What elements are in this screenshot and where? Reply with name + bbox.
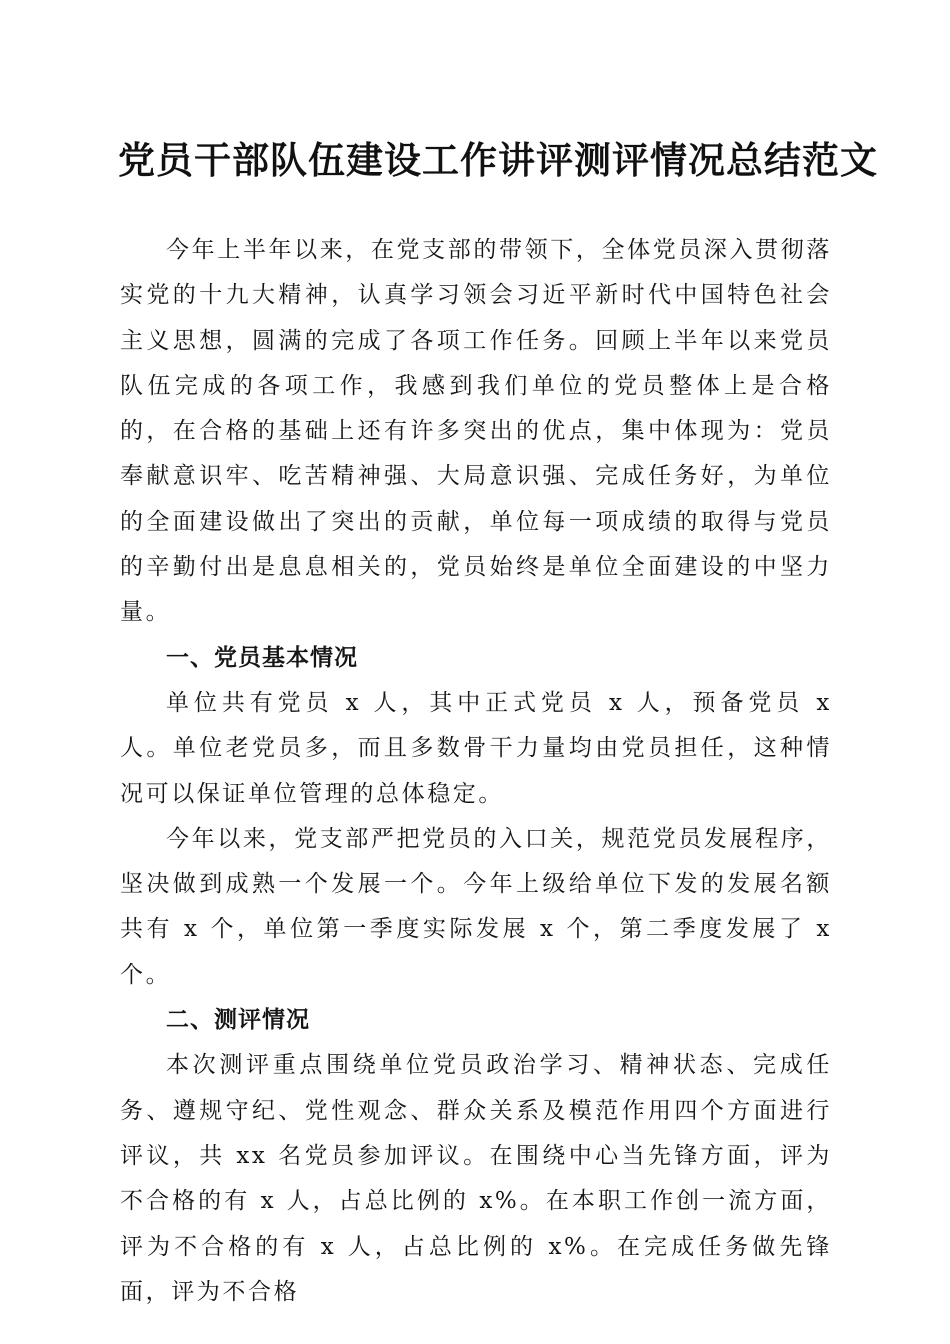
section-heading-basic-info: 一、党员基本情况	[166, 644, 358, 671]
section-heading-evaluation: 二、测评情况	[166, 1007, 310, 1034]
document-body	[120, 228, 832, 1315]
evaluation-paragraph-1: 本次测评重点围绕单位党员政治学习、精神状态、完成任务、遵规守纪、党性观念、群众关系及模范作用四个方面进行评议，共 xx 名党员参加评议。在围绕中心当先锋方面，评为不合格的有 x 人，占总比例的 x%。在本职工作创一流方面，评为不合格的有 x 人，占总比例的 x%。在完成任务做先锋面，评为不合格	[120, 1052, 832, 1305]
intro-paragraph: 今年上半年以来，在党支部的带领下，全体党员深入贯彻落实党的十九大精神，认真学习领会习近平新时代中国特色社会主义思想，圆满的完成了各项工作任务。回顾上半年以来党员队伍完成的各项工作，我感到我们单位的党员整体上是合格的，在合格的基础上还有许多突出的优点，集中体现为：党员奉献意识牢、吃苦精神强、大局意识强、完成任务好，为单位的全面建设做出了突出的贡献，单位每一项成绩的取得与党员的辛勤付出是息息相关的，党员始终是单位全面建设的中坚力量。	[120, 237, 832, 626]
basic-info-paragraph-2: 今年以来，党支部严把党员的入口关，规范党员发展程序，坚决做到成熟一个发展一个。今年上级给单位下发的发展名额共有 x 个，单位第一季度实际发展 x 个，第二季度发展了 x 个。	[120, 825, 832, 988]
document-title: 党员干部队伍建设工作讲评测评情况总结范文	[118, 138, 878, 182]
basic-info-paragraph-1: 单位共有党员 x 人，其中正式党员 x 人，预备党员 x 人。单位老党员多，而且多数骨干力量均由党员担任，这种情况可以保证单位管理的总体稳定。	[120, 689, 832, 807]
